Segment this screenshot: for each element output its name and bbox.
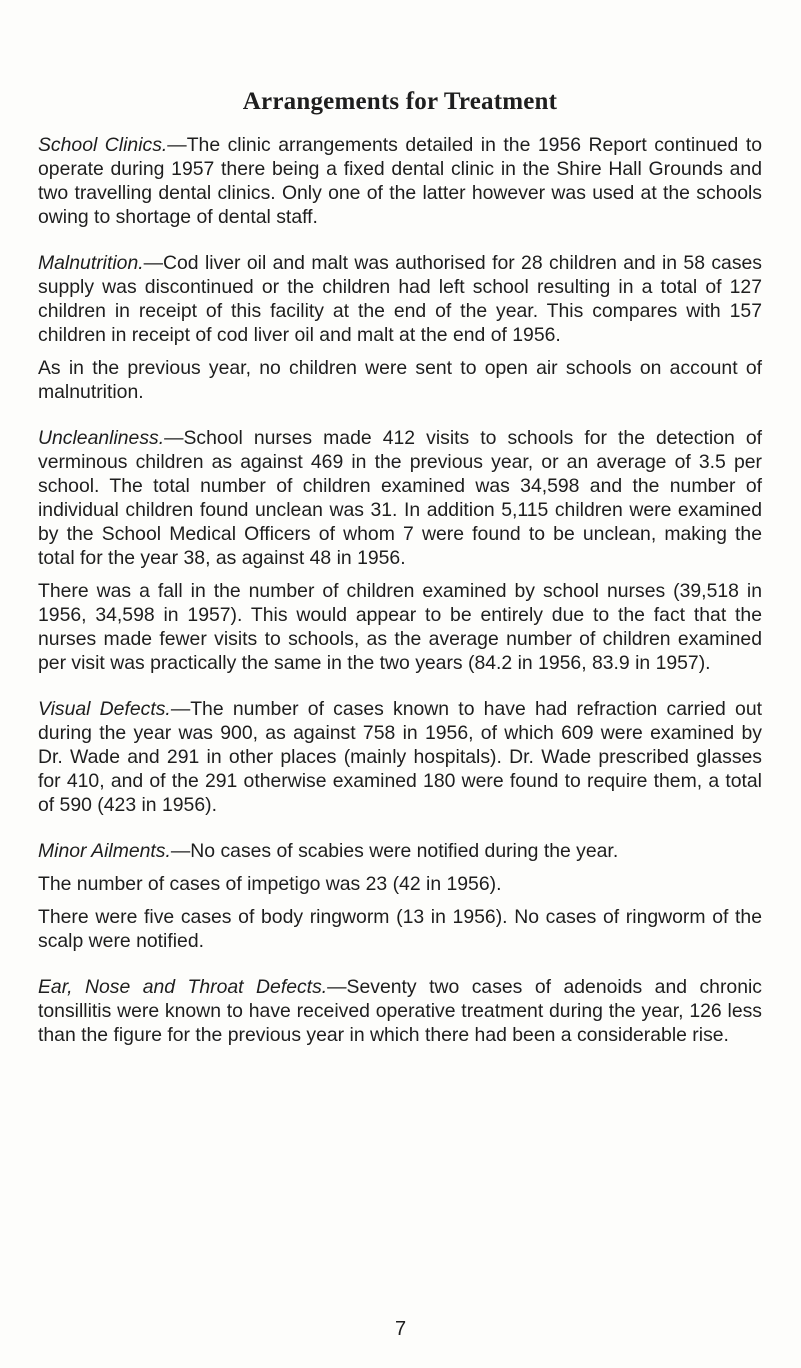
page-number: 7 [394, 1318, 407, 1340]
minor-ailments-text: —No cases of scabies were notified during the year. [170, 840, 619, 862]
minor-ailments-heading: Minor Ailments. [38, 840, 171, 862]
uncleanliness-paragraph [38, 426, 762, 570]
school-clinics-text: —The clinic arrangements detailed in the 1956 Report continued to operate during 1957 there being a fixed dental clinic in the Shire Hall Grounds and two travelling dental clinics. Only one of the latter however was used at the schools owing to shortage of dental staff. [38, 134, 762, 228]
malnutrition-text: —Cod liver oil and malt was authorised for 28 children and in 58 cases supply was discontinued or the children had left school resulting in a total of 127 children in receipt of this facility at the end of the year. This compares with 157 children in receipt of cod liver oil and malt at the end of 1956. [38, 252, 762, 346]
uncleanliness-text: —School nurses made 412 visits to schools for the detection of verminous children as against 469 in the previous year, or an average of 3.5 per school. The total number of children examined was 34,598 and the number of individual children found unclean was 31. In addition 5,115 children were examined by the School Medical Officers of whom 7 were found to be unclean, making the total for the year 38, as against 48 in 1956. [38, 427, 762, 569]
page-title: Arrangements for Treatment [242, 88, 558, 115]
uncleanliness-paragraph-2: There was a fall in the number of children examined by school nurses (39,518 in 1956, 34,598 in 1957). This would appear to be entirely due to the fact that the nurses made fewer visits to schools, as the average number of children examined per visit was practically the same in the two years (84.2 in 1956, 83.9 in 1957). [38, 580, 762, 674]
uncleanliness-heading: Uncleanliness. [38, 427, 165, 449]
ent-defects-text: —Seventy two cases of adenoids and chronic tonsillitis were known to have received operative treatment during the year, 126 less than the figure for the previous year in which there had been a considerable rise. [38, 976, 762, 1046]
visual-defects-heading: Visual Defects. [38, 698, 171, 720]
ent-defects-heading: Ear, Nose and Throat Defects. [38, 976, 328, 998]
malnutrition-paragraph [38, 251, 762, 347]
document-page [38, 88, 762, 1047]
minor-ailments-paragraph-3: There were five cases of body ringworm (13 in 1956). No cases of ringworm of the scalp were notified. [38, 906, 762, 952]
minor-ailments-paragraph-2: The number of cases of impetigo was 23 (42 in 1956). [38, 873, 502, 895]
visual-defects-text: —The number of cases known to have had refraction carried out during the year was 900, as against 758 in 1956, of which 609 were examined by Dr. Wade and 291 in other places (mainly hospitals). Dr. Wade prescribed glasses for 410, and of the 291 otherwise examined 180 were found to require them, a total of 590 (423 in 1956). [38, 698, 762, 816]
school-clinics-paragraph [38, 133, 762, 229]
ent-defects-paragraph [38, 975, 762, 1047]
minor-ailments-paragraph [38, 839, 762, 863]
school-clinics-heading: School Clinics. [38, 134, 168, 156]
malnutrition-heading: Malnutrition. [38, 252, 144, 274]
visual-defects-paragraph [38, 697, 762, 817]
malnutrition-paragraph-2: As in the previous year, no children were sent to open air schools on account of malnutrition. [38, 357, 762, 403]
